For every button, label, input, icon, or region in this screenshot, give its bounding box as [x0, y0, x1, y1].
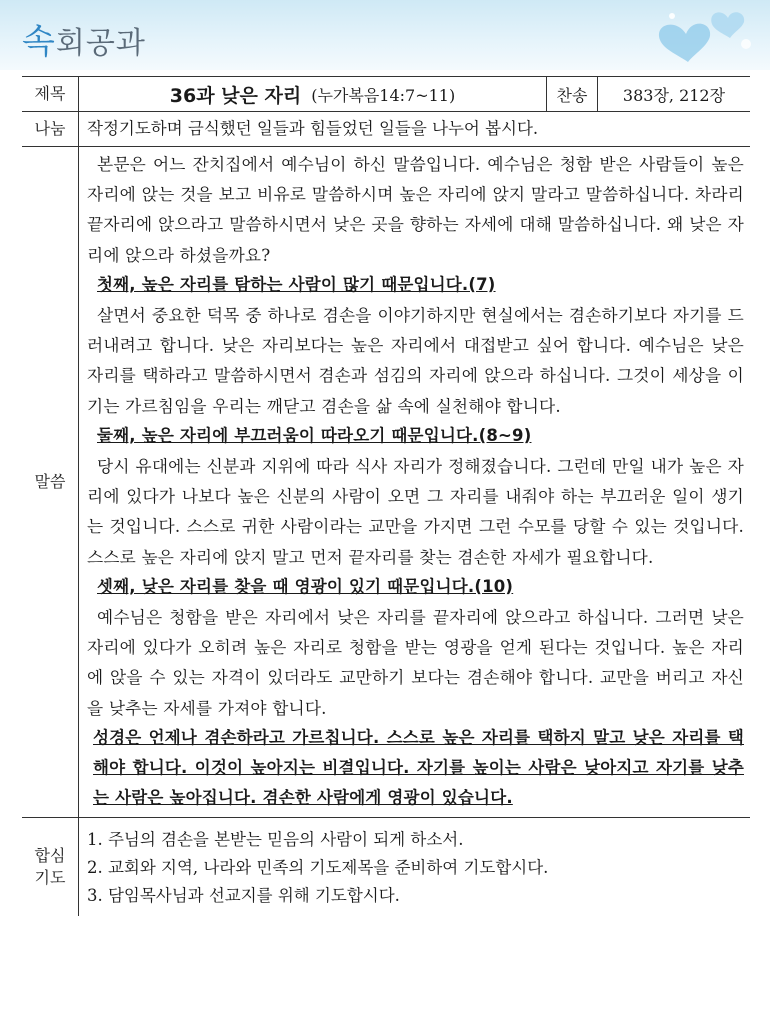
hymn-numbers: 383장, 212장 — [622, 85, 726, 105]
prayer-item: 2. 교회와 지역, 나라와 민족의 기도제목을 준비하여 기도합시다. — [87, 858, 549, 878]
share-text: 작정기도하며 금식했던 일들과 힘들었던 일들을 나누어 봅시다. — [87, 119, 539, 138]
point-paragraph-3: 예수님은 청함을 받은 자리에서 낮은 자리를 끝자리에 앉으라고 하십니다. 그러면 낮은 자리에 있다가 오히려 높은 자리로 청함을 받는 영광을 얻게 된다는 것입니다. 높은 자리에 앉을 수 있는 자격이 있더라도 교만하기 보다는 겸손해야 합니다. 교만을 버리고 자신을 낮추는 자세를 가져야 합니다. — [87, 607, 745, 718]
prayer-label-line-1: 합심 — [34, 846, 66, 866]
point-heading-3: 셋째, 낮은 자리를 찾을 때 영광이 있기 때문입니다.(10) — [97, 576, 514, 596]
point-paragraph-2: 당시 유대에는 신분과 지위에 따라 식사 자리가 정해졌습니다. 그런데 만일 내가 높은 자리에 있다가 나보다 높은 신분의 사람이 오면 그 자리를 내줘야 하는 부끄러운 일이 생기는 것입니다. 스스로 귀한 사람이라는 교만을 가지면 그런 수모를 당할 수 있는 것입니다. 스스로 높은 자리에 앉지 말고 먼저 끝자리를 찾는 겸손한 자세가 필요합니다. — [87, 456, 744, 567]
prayer-item: 3. 담임목사님과 선교지를 위해 기도합시다. — [87, 886, 400, 906]
prayer-item: 1. 주님의 겸손을 본받는 믿음의 사람이 되게 하소서. — [87, 830, 464, 850]
lesson-title: 36과 낮은 자리 — [169, 84, 302, 107]
word-content — [79, 147, 750, 817]
lesson-title-cell — [79, 77, 547, 111]
hymn-label: 찬송 — [547, 77, 598, 111]
scripture-reference: (누가복음14:7~11) — [311, 85, 456, 105]
share-label: 나눔 — [22, 112, 79, 146]
prayer-list — [79, 818, 750, 916]
title-label: 제목 — [22, 77, 79, 111]
point-heading-1: 첫째, 높은 자리를 탐하는 사람이 많기 때문입니다.(7) — [97, 274, 496, 294]
conclusion-paragraph: 성경은 언제나 겸손하라고 가르칩니다. 스스로 높은 자리를 택하지 말고 낮은 자리를 택해야 합니다. 이것이 높아지는 비결입니다. 자기를 높이는 사람은 낮아지고 자기를 낮추는 사람은 높아집니다. 겸손한 사람에게 영광이 있습니다. — [93, 727, 744, 808]
point-heading-2: 둘째, 높은 자리에 부끄러움이 따라오기 때문입니다.(8~9) — [97, 425, 532, 445]
hearts-decoration-icon — [646, 4, 756, 68]
section-title — [22, 14, 146, 63]
word-row — [22, 147, 750, 818]
section-title-first: 속 — [22, 22, 56, 62]
prayer-label — [22, 818, 79, 916]
prayer-row — [22, 818, 750, 916]
word-label: 말씀 — [22, 147, 79, 817]
share-row — [22, 112, 750, 147]
header-banner — [0, 0, 770, 70]
title-row — [22, 77, 750, 112]
prayer-label-line-2: 기도 — [34, 868, 66, 888]
point-paragraph-1: 살면서 중요한 덕목 중 하나로 겸손을 이야기하지만 현실에서는 겸손하기보다 자기를 드러내려고 합니다. 낮은 자리보다는 높은 자리에서 대접받고 싶어 합니다. 예수님은 낮은 자리를 택하라고 말씀하시면서 겸손과 섬김의 자리에 앉으라 하십니다. 그것이 세상을 이기는 가르침임을 우리는 깨닫고 겸손을 삶 속에 실천해야 합니다. — [87, 305, 744, 416]
section-title-rest: 회공과 — [55, 26, 146, 61]
intro-paragraph: 본문은 어느 잔치집에서 예수님이 하신 말씀입니다. 예수님은 청함 받은 사람들이 높은 자리에 앉는 것을 보고 비유로 말씀하시며 높은 자리에 앉지 말라고 말씀하십니다. 차라리 끝자리에 앉으라고 말씀하시면서 낮은 곳을 향하는 자세에 대해 말씀하십니다. 왜 낮은 자리에 앉으라 하셨을까요? — [87, 154, 744, 265]
lesson-sheet — [22, 76, 750, 916]
